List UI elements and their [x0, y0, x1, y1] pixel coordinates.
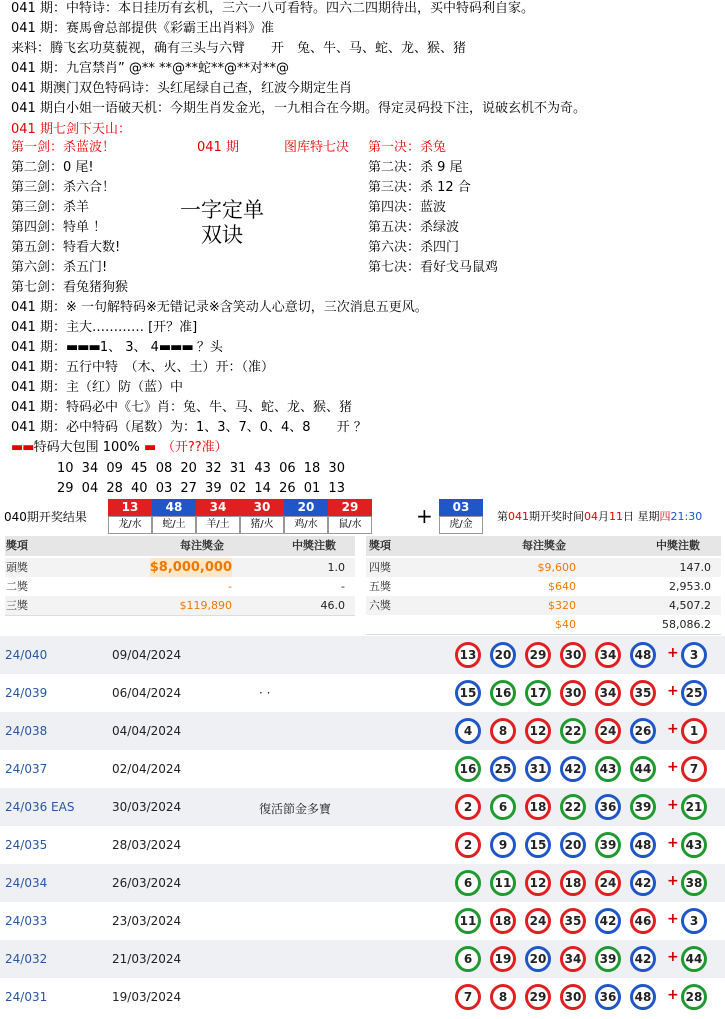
- draw-id[interactable]: 24/033: [5, 914, 48, 928]
- history-row[interactable]: [0, 750, 725, 788]
- history-ball: 34: [560, 946, 586, 972]
- special-zodiac: 虎/金: [439, 516, 483, 534]
- jue-1: 第一决：杀兔: [368, 140, 447, 155]
- result-number: 48: [152, 499, 196, 516]
- result-number: 30: [240, 499, 284, 516]
- prize-name: 頭獎: [6, 561, 28, 574]
- history-ball: 11: [490, 870, 516, 896]
- prize-amount: $9,600: [537, 561, 576, 574]
- draw-id[interactable]: 24/034: [5, 876, 48, 890]
- plus-icon: +: [667, 873, 679, 889]
- jue-3: 第三决：杀 12 合: [368, 180, 471, 195]
- history-ball: 34: [595, 642, 621, 668]
- prize-name: 三獎: [6, 599, 28, 612]
- history-ball: 11: [455, 908, 481, 934]
- number-row-2: 29 04 28 40 03 27 39 02 14 26 01 13: [57, 481, 345, 496]
- history-ball: 30: [560, 680, 586, 706]
- prize-header: 獎項: [369, 539, 391, 552]
- prize-count: 147.0: [679, 561, 711, 574]
- draw-date: 19/03/2024: [112, 990, 182, 1004]
- prize-row: [366, 596, 721, 616]
- history-ball: 8: [490, 984, 516, 1010]
- sword-7: 第七剑：看兔猪狗猴: [11, 280, 129, 295]
- history-special-ball: 1: [681, 718, 707, 744]
- result-zodiac: 猪/火: [240, 516, 284, 534]
- jue-6: 第六决：杀四门: [368, 240, 460, 255]
- draw-date: 04/04/2024: [112, 724, 182, 738]
- history-ball: 24: [595, 718, 621, 744]
- history-ball: 36: [595, 984, 621, 1010]
- draw-date: 28/03/2024: [112, 838, 182, 852]
- result-ball: [108, 499, 152, 533]
- forecast-panel: [0, 0, 725, 498]
- plus-icon: +: [667, 683, 679, 699]
- history-row[interactable]: [0, 788, 725, 826]
- text-line: 041 期：※ 一句解特码※无错记录※含笑动人心意切，三次消息五更风。: [11, 300, 428, 315]
- history-row[interactable]: [0, 864, 725, 902]
- history-ball: 26: [630, 718, 656, 744]
- draw-date: 30/03/2024: [112, 800, 182, 814]
- draw-note: 復活節金多寶: [259, 802, 332, 816]
- history-ball: 39: [595, 946, 621, 972]
- result-ball: [284, 499, 328, 533]
- history-ball: 2: [455, 794, 481, 820]
- result-ball: [152, 499, 196, 533]
- time-mid: 期开奖时间: [529, 510, 584, 523]
- draw-id[interactable]: 24/031: [5, 990, 48, 1004]
- result-zodiac: 鼠/水: [328, 516, 372, 534]
- history-ball: 29: [525, 642, 551, 668]
- history-ball: 22: [560, 794, 586, 820]
- text-line: 041 期：特码必中《七》肖：兔、牛、马、蛇、龙、猴、猪: [11, 400, 352, 415]
- history-row[interactable]: [0, 636, 725, 674]
- result-number: 29: [328, 499, 372, 516]
- history-ball: 43: [595, 756, 621, 782]
- jue-7: 第七决：看好戈马鼠鸡: [368, 260, 499, 275]
- text-line: 041 期：赛馬會总部提供《彩霸王出肖料》准: [11, 21, 274, 36]
- history-list: [0, 636, 725, 1016]
- result-label: 040期开奖结果: [4, 510, 87, 524]
- draw-date: 02/04/2024: [112, 762, 182, 776]
- history-ball: 12: [525, 718, 551, 744]
- sword-6: 第六剑：杀五门!: [11, 260, 108, 275]
- draw-date: 26/03/2024: [112, 876, 182, 890]
- history-ball: 24: [595, 870, 621, 896]
- history-ball: 20: [525, 946, 551, 972]
- history-ball: 18: [490, 908, 516, 934]
- draw-id[interactable]: 24/039: [5, 686, 48, 700]
- prize-header: 中獎注數: [656, 539, 700, 552]
- history-row[interactable]: [0, 674, 725, 712]
- history-ball: 42: [595, 908, 621, 934]
- history-ball: 36: [595, 794, 621, 820]
- history-ball: 42: [630, 870, 656, 896]
- text-line: 041 期：九宫禁肖” @** **@**蛇**@**对**@: [11, 61, 289, 76]
- prize-count: 46.0: [320, 599, 345, 612]
- prize-count: 1.0: [327, 561, 345, 574]
- big-slogan: 一字定单双诀: [180, 198, 264, 247]
- sword-3b: 第三剑：杀羊: [11, 200, 90, 215]
- plus-icon: +: [667, 835, 679, 851]
- time-d: 日 星期: [623, 510, 660, 523]
- bao-line: [11, 439, 228, 457]
- history-ball: 6: [490, 794, 516, 820]
- prize-row: [366, 577, 721, 597]
- plus-icon: +: [667, 721, 679, 737]
- prize-amount: -: [228, 580, 232, 593]
- draw-result-bar: [0, 498, 725, 534]
- history-ball: 25: [490, 756, 516, 782]
- history-ball: 44: [630, 756, 656, 782]
- tail-suffix: ？头: [192, 340, 223, 355]
- history-ball: 48: [630, 984, 656, 1010]
- tail-line: [11, 339, 223, 357]
- history-ball: 9: [490, 832, 516, 858]
- history-ball: 6: [455, 870, 481, 896]
- bar-decoration: ▬▬: [11, 440, 34, 455]
- history-ball: 42: [560, 756, 586, 782]
- bao-suffix: （开??准）: [168, 440, 228, 455]
- sword-4: 第四剑：特单 ！: [11, 220, 107, 235]
- history-ball: 16: [490, 680, 516, 706]
- plus-icon: +: [667, 797, 679, 813]
- plus-icon: +: [667, 987, 679, 1003]
- bar-decoration: ▬▬▬: [158, 340, 193, 355]
- history-ball: 39: [595, 832, 621, 858]
- sword-3: 第三剑：杀六合！: [11, 180, 116, 195]
- history-ball: 19: [490, 946, 516, 972]
- prize-name: 四獎: [369, 561, 391, 574]
- time-issue: 041: [508, 510, 529, 523]
- prize-name: 五獎: [369, 580, 391, 593]
- prize-row: [5, 577, 355, 597]
- plus-icon: +: [667, 949, 679, 965]
- draw-date: 21/03/2024: [112, 952, 182, 966]
- history-special-ball: 21: [681, 794, 707, 820]
- prize-header: 獎項: [6, 539, 28, 552]
- draw-id[interactable]: 24/032: [5, 952, 48, 966]
- prize-count: 2,953.0: [669, 580, 711, 593]
- history-ball: 20: [560, 832, 586, 858]
- history-ball: 13: [455, 642, 481, 668]
- history-ball: 18: [525, 794, 551, 820]
- text-line: 041 期：主大………… [开？准]: [11, 320, 198, 335]
- prize-table: [0, 536, 725, 636]
- history-row[interactable]: [0, 902, 725, 940]
- text-line: 041 期：主（红）防（蓝）中: [11, 380, 183, 395]
- draw-date: 06/04/2024: [112, 686, 182, 700]
- result-number: 13: [108, 499, 152, 516]
- history-ball: 48: [630, 642, 656, 668]
- text-line: 041 期澳门双色特码诗：头红尾绿自己查，红波今期定生肖: [11, 81, 352, 96]
- history-special-ball: 3: [681, 642, 707, 668]
- jue-4: 第四决：蓝波: [368, 200, 447, 215]
- draw-note: · ·: [259, 686, 271, 700]
- prize-amount: $119,890: [179, 599, 232, 612]
- prize-count: -: [341, 580, 345, 593]
- result-ball: [196, 499, 240, 533]
- history-ball: 46: [630, 908, 656, 934]
- draw-id[interactable]: 24/038: [5, 724, 48, 738]
- result-number: 34: [196, 499, 240, 516]
- next-draw-time: [497, 508, 702, 524]
- prize-name: 二獎: [6, 580, 28, 593]
- special-number: 03: [439, 499, 483, 516]
- tuku-title: 图库特七决: [284, 140, 350, 155]
- prize-header: 每注獎金: [522, 539, 566, 552]
- result-zodiac: 龙/水: [108, 516, 152, 534]
- history-ball: 35: [630, 680, 656, 706]
- time-m: 月: [598, 510, 609, 523]
- history-ball: 34: [595, 680, 621, 706]
- history-ball: 12: [525, 870, 551, 896]
- history-special-ball: 43: [681, 832, 707, 858]
- draw-id[interactable]: 24/036 EAS: [5, 800, 75, 814]
- history-ball: 18: [560, 870, 586, 896]
- history-ball: 7: [455, 984, 481, 1010]
- history-row[interactable]: [0, 940, 725, 978]
- sword-2: 第二剑：0 尾!: [11, 160, 94, 175]
- special-ball: [439, 499, 483, 533]
- history-ball: 6: [455, 946, 481, 972]
- text-line: 041 期：中特诗：本日挂历有玄机，三六一八可看特。四六二四期待出，买中特码利自家。: [11, 1, 534, 16]
- history-ball: 2: [455, 832, 481, 858]
- history-ball: 39: [630, 794, 656, 820]
- history-special-ball: 7: [681, 756, 707, 782]
- time-day: 11: [609, 510, 623, 523]
- sword-1: 第一剑：杀蓝波！: [11, 140, 116, 155]
- prize-header: 每注獎金: [180, 539, 224, 552]
- history-ball: 42: [630, 946, 656, 972]
- seven-swords-title: 041 期七剑下天山：: [11, 122, 131, 137]
- history-ball: 29: [525, 984, 551, 1010]
- result-ball: [240, 499, 284, 533]
- sword-issue: 041 期: [197, 140, 239, 155]
- history-ball: 24: [525, 908, 551, 934]
- plus-icon: +: [667, 911, 679, 927]
- prize-amount: $640: [548, 580, 576, 593]
- history-ball: 4: [455, 718, 481, 744]
- prize-count: 58,086.2: [662, 618, 711, 631]
- result-number: 20: [284, 499, 328, 516]
- history-row[interactable]: [0, 978, 725, 1016]
- history-row[interactable]: [0, 826, 725, 864]
- history-ball: 15: [525, 832, 551, 858]
- history-special-ball: 25: [681, 680, 707, 706]
- draw-date: 23/03/2024: [112, 914, 182, 928]
- sword-5: 第五剑：特看大数!: [11, 240, 121, 255]
- time-month: 04: [584, 510, 598, 523]
- history-ball: 22: [560, 718, 586, 744]
- result-zodiac: 羊/土: [196, 516, 240, 534]
- draw-date: 09/04/2024: [112, 648, 182, 662]
- result-ball: [328, 499, 372, 533]
- draw-id[interactable]: 24/035: [5, 838, 48, 852]
- history-ball: 16: [455, 756, 481, 782]
- prize-amount: $320: [548, 599, 576, 612]
- history-special-ball: 38: [681, 870, 707, 896]
- result-zodiac: 蛇/土: [152, 516, 196, 534]
- history-row[interactable]: [0, 712, 725, 750]
- jue-2: 第二决：杀 9 尾: [368, 160, 463, 175]
- bar-decoration: ▬: [144, 440, 156, 455]
- history-ball: 20: [490, 642, 516, 668]
- history-ball: 31: [525, 756, 551, 782]
- tail-prefix: 041 期：: [11, 340, 66, 355]
- bao-text: 特码大包围 100%: [33, 440, 140, 455]
- prize-amount: $40: [555, 618, 576, 631]
- history-special-ball: 44: [681, 946, 707, 972]
- plus-icon: +: [667, 645, 679, 661]
- prize-header: 中獎注數: [292, 539, 336, 552]
- tail-numbers: 1、 3、 4: [99, 340, 159, 355]
- text-line: 来料：腾飞玄功莫藐视，确有三头与六臂 开 兔、牛、马、蛇、龙、猴、猪: [11, 41, 467, 56]
- text-line: 041 期：必中特码（尾数）为：1、3、7、0、4、8 开 ？: [11, 420, 367, 435]
- text-line: 041 期：五行中特 （木、火、土）开：（准）: [11, 360, 274, 375]
- number-row-1: 10 34 09 45 08 20 32 31 43 06 18 30: [57, 461, 345, 476]
- history-ball: 17: [525, 680, 551, 706]
- text-line: 041 期白小姐一语破天机：今期生肖发金光，一九相合在今期。得定灵码投下注，说破玄机不为奇。: [11, 101, 586, 116]
- time-week: 四: [659, 510, 671, 523]
- draw-id[interactable]: 24/040: [5, 648, 48, 662]
- result-zodiac: 鸡/水: [284, 516, 328, 534]
- prize-name: 六獎: [369, 599, 391, 612]
- jue-5: 第五决：杀绿波: [368, 220, 460, 235]
- prize-amount: $8,000,000: [149, 560, 232, 575]
- history-ball: 15: [455, 680, 481, 706]
- prize-count: 4,507.2: [669, 599, 711, 612]
- history-ball: 30: [560, 984, 586, 1010]
- history-ball: 30: [560, 642, 586, 668]
- history-ball: 8: [490, 718, 516, 744]
- time-clock: 21:30: [670, 510, 703, 523]
- history-special-ball: 28: [681, 984, 707, 1010]
- history-ball: 35: [560, 908, 586, 934]
- bar-decoration: ▬▬▬: [65, 340, 100, 355]
- plus-icon: +: [667, 759, 679, 775]
- time-pre: 第: [497, 510, 508, 523]
- history-special-ball: 3: [681, 908, 707, 934]
- history-ball: 48: [630, 832, 656, 858]
- draw-id[interactable]: 24/037: [5, 762, 48, 776]
- plus-icon: +: [416, 504, 433, 528]
